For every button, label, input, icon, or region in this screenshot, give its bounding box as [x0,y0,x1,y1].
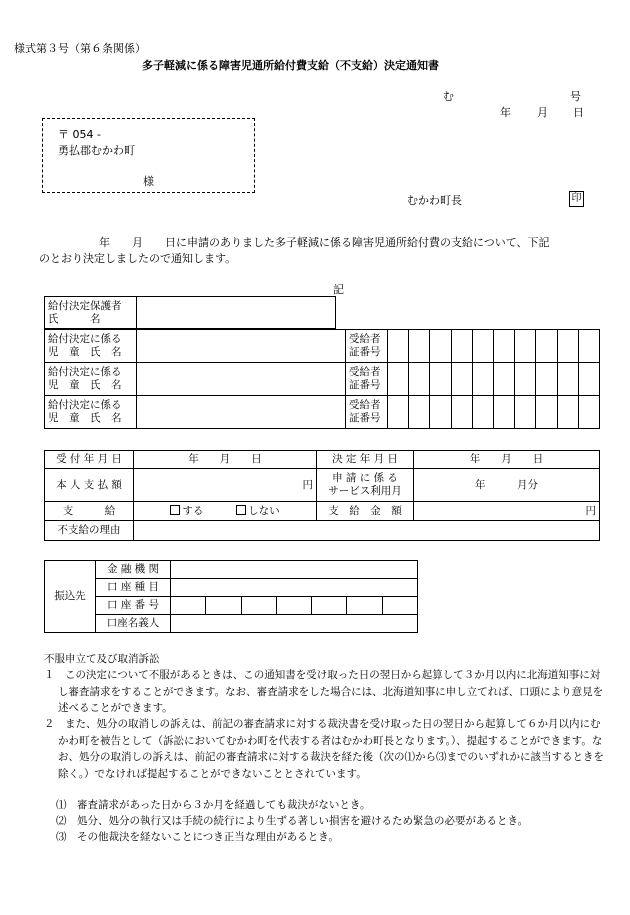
cert-digit-cell[interactable] [578,363,599,396]
account-digit-cell[interactable] [276,597,311,615]
cert-digit-cell[interactable] [536,363,557,396]
self-pay-field[interactable]: 円 [134,469,317,502]
doc-number-prefix: む [443,90,454,103]
cert-digit-cell[interactable] [472,363,493,396]
cert-digit-cell[interactable] [578,396,599,429]
cert-digit-cell[interactable] [515,330,536,363]
honorific: 様 [143,175,154,188]
appeal-item-2: ⑵ 処分、処分の執行又は手続の続行により生ずる著しい損害を避けるため緊急の必要があるとき。 [56,815,529,827]
document-title: 多子軽減に係る障害児通所給付費支給（不支給）決定通知書 [142,59,439,72]
cert-digit-cell[interactable] [557,363,578,396]
cert-label: 受給者 証番号 [346,363,388,396]
cert-digit-cell[interactable] [430,363,451,396]
payment-amount-label: 支 給 金 額 [317,502,414,521]
cert-digit-cell[interactable] [557,396,578,429]
cert-digit-cell[interactable] [472,330,493,363]
child-row [45,396,600,429]
appeal-paragraph-2: ２ また、処分の取消しの訴えは、前記の審査請求に対する裁決書を受け取った日の翌日から起算して６か月以内にむかわ町を被告として（訴訟においてむかわ町を代表する者はむかわ町長となります。）、提起することができます。なお、処分の取消しの訴えは、前記の審査請求に対する裁決を経た後（次の⑴から⑶までのいずれかに該当するときを除く。）でなければ提起することができないこととされています。 [44,718,604,780]
cert-digit-cell[interactable] [451,396,472,429]
cert-digit-cell[interactable] [472,396,493,429]
ki-label: 記 [333,283,344,296]
issuer-name: むかわ町長 [407,194,462,207]
decision-date-label: 決 定 年 月 日 [317,451,414,469]
cert-digit-cell[interactable] [451,330,472,363]
cert-digit-cell[interactable] [388,396,409,429]
account-type-field[interactable] [171,579,418,597]
bank-header: 振込先 [45,561,96,633]
decision-table [44,450,600,541]
cert-digit-cell[interactable] [515,396,536,429]
payment-amount-field[interactable]: 円 [414,502,600,521]
child-row [45,330,600,363]
cert-digit-cell[interactable] [388,330,409,363]
account-holder-label: 口座名義人 [96,615,171,633]
cert-digit-cell[interactable] [409,396,430,429]
account-type-label: 口 座 種 目 [96,579,171,597]
cert-digit-cell[interactable] [557,330,578,363]
cert-digit-cell[interactable] [388,363,409,396]
account-digit-cell[interactable] [171,597,206,615]
payment-label: 支 給 [45,502,134,521]
bank-table [44,560,418,633]
cert-digit-cell[interactable] [536,330,557,363]
reason-field[interactable] [134,521,600,541]
child-name-field[interactable] [137,396,346,429]
seal-mark: 印 [569,191,584,207]
cert-digit-cell[interactable] [493,363,514,396]
child-row [45,363,600,396]
cert-digit-cell[interactable] [409,330,430,363]
option-no-pay-label: しない [248,504,280,517]
doc-number-suffix: 号 [570,90,581,103]
institution-label: 金 融 機 関 [96,561,171,579]
date-month: 月 [537,106,548,119]
intro-line-1: 年 月 日に申請のありました多子軽減に係る障害児通所給付費の支給について、下記 [99,236,550,249]
account-digit-cell[interactable] [382,597,417,615]
postal-code: 〒 054 - [58,128,101,141]
date-day: 日 [573,106,584,119]
form-number: 様式第３号（第６条関係） [14,42,146,55]
account-digit-cell[interactable] [312,597,347,615]
cert-digit-cell[interactable] [536,396,557,429]
reason-label: 不支給の理由 [45,521,134,541]
guardian-table [44,296,336,329]
received-date-field[interactable]: 年 月 日 [134,451,317,469]
intro-line-2: のとおり決定しましたので通知します。 [39,252,237,265]
account-digit-cell[interactable] [206,597,241,615]
cert-digit-cell[interactable] [493,330,514,363]
children-table [44,329,600,429]
account-holder-field[interactable] [171,615,418,633]
child-name-field[interactable] [137,330,346,363]
cert-label: 受給者 証番号 [346,330,388,363]
option-pay-label: する [182,504,204,517]
cert-digit-cell[interactable] [409,363,430,396]
child-label: 給付決定に係る 児 童 氏 名 [45,363,137,396]
child-name-field[interactable] [137,363,346,396]
appeal-item-3: ⑶ その他裁決を経ないことにつき正当な理由があるとき。 [56,831,339,843]
appeal-item-1: ⑴ 審査請求があった日から３か月を経過しても裁決がないとき。 [56,799,371,811]
service-month-label: 申 請 に 係 る サービス利用月 [317,469,414,502]
institution-field[interactable] [171,561,418,579]
received-date-label: 受 付 年 月 日 [45,451,134,469]
cert-digit-cell[interactable] [451,363,472,396]
checkbox-pay[interactable] [170,505,180,515]
cert-digit-cell[interactable] [578,330,599,363]
cert-digit-cell[interactable] [493,396,514,429]
child-label: 給付決定に係る 児 童 氏 名 [45,396,137,429]
guardian-label: 給付決定保護者 氏 名 [45,297,137,329]
cert-label: 受給者 証番号 [346,396,388,429]
appeal-paragraph-1: １ この決定について不服があるときは、この通知書を受け取った日の翌日から起算して３か月以内に北海道知事に対し審査請求をすることができます。なお、審査請求をした場合には、北海道知事に申し立てれば、口頭により意見を述べることができます。 [44,669,604,714]
appeal-heading: 不服申立て及び取消訴訟 [44,653,160,665]
decision-date-field[interactable]: 年 月 日 [414,451,600,469]
cert-digit-cell[interactable] [430,330,451,363]
self-pay-label: 本 人 支 払 額 [45,469,134,502]
address-town: 勇払郡むかわ町 [58,144,135,157]
child-label: 給付決定に係る 児 童 氏 名 [45,330,137,363]
service-month-field[interactable]: 年 月分 [414,469,600,502]
cert-digit-cell[interactable] [430,396,451,429]
account-digit-cell[interactable] [241,597,276,615]
account-number-label: 口 座 番 号 [96,597,171,615]
account-digit-cell[interactable] [347,597,382,615]
checkbox-no-pay[interactable] [236,505,246,515]
guardian-name-field[interactable] [137,297,336,329]
payment-options [134,502,317,521]
cert-digit-cell[interactable] [515,363,536,396]
date-year: 年 [500,106,511,119]
